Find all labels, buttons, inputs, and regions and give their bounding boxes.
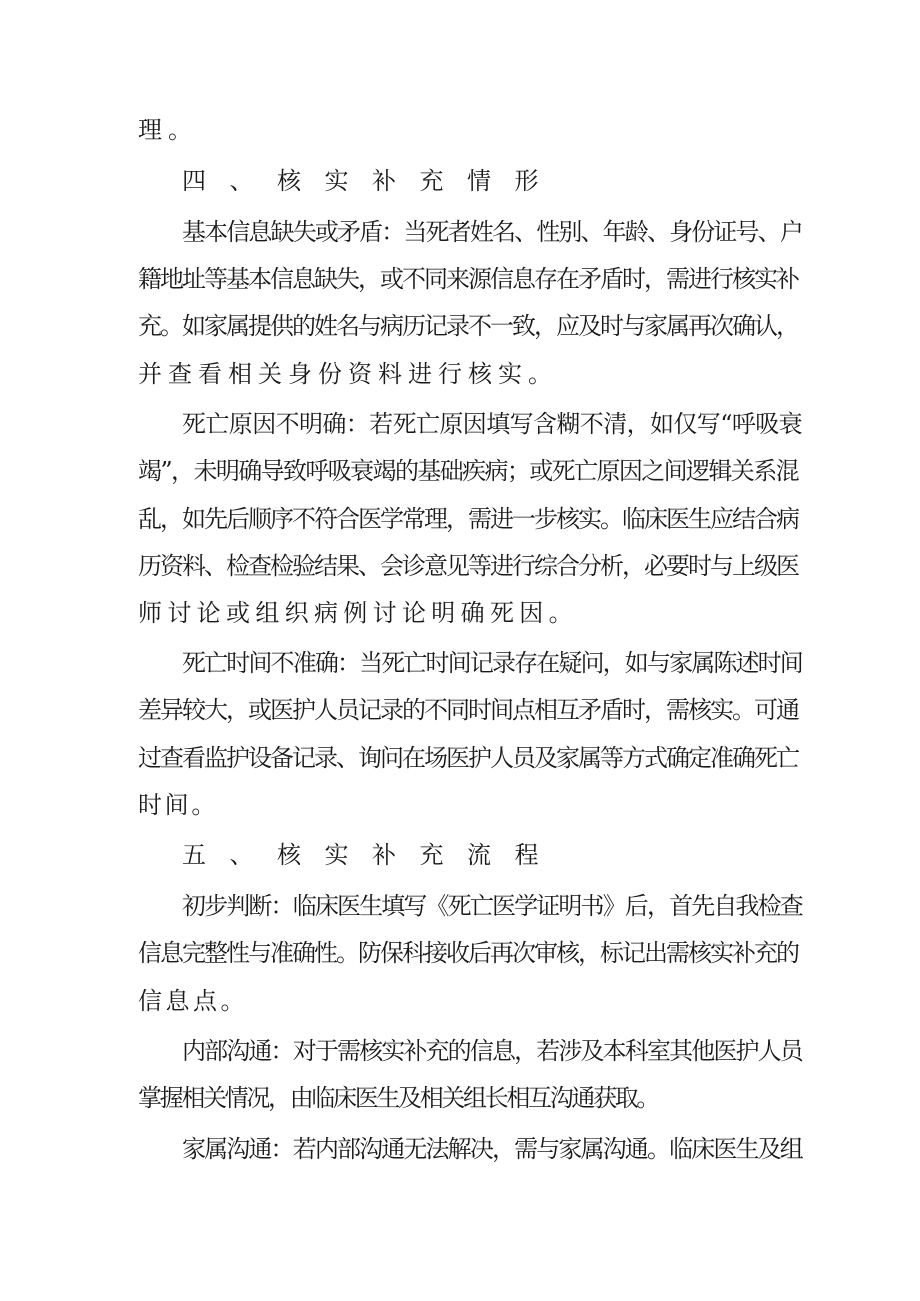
document-page: 理。 四、核实补充情形 基本信息缺失或矛盾：当死者姓名、性别、年龄、身份证号、户 籍地址等基本信息缺失，或不同来源信息存在矛盾时，需进行核实补 充。如家属提供的姓名与病历记录不一致，应及时与家属再次确认， 并查看相关身份资料进行核实。 死亡原因不明确：若死亡原因填写含糊不清，如仅写“呼吸衰 竭”，未明确导致呼吸衰竭的基础疾病；或死亡原因之间逻辑关系混 乱，如先后顺序不符合医学常理，需进一步核实。临床医生应结合病 历资料、检查检验结果、会诊意见等进行综合分析，必要时与上级医 师讨论或组织病例讨论明确死因。 死亡时间不准确：当死亡时间记录存在疑问，如与家属陈述时间 差异较大，或医护人员记录的不同时间点相互矛盾时，需核实。可通 过查看监护设备记录、询问在场医护人员及家属等方式确定准确死亡 时间。 五、核实补充流程 初步判断：临床医生填写《死亡医学证明书》后，首先自我检查 信息完整性与准确性。防保科接收后再次审核，标记出需核实补充的 信息点。 内部沟通：对于需核实补充的信息，若涉及本科室其他医护人员 掌握相关情况，由临床医生及相关组长相互沟通获取。 家属沟通：若内部沟通无法解决，需与家属沟通。临床医生及组 [138, 116, 803, 1163]
